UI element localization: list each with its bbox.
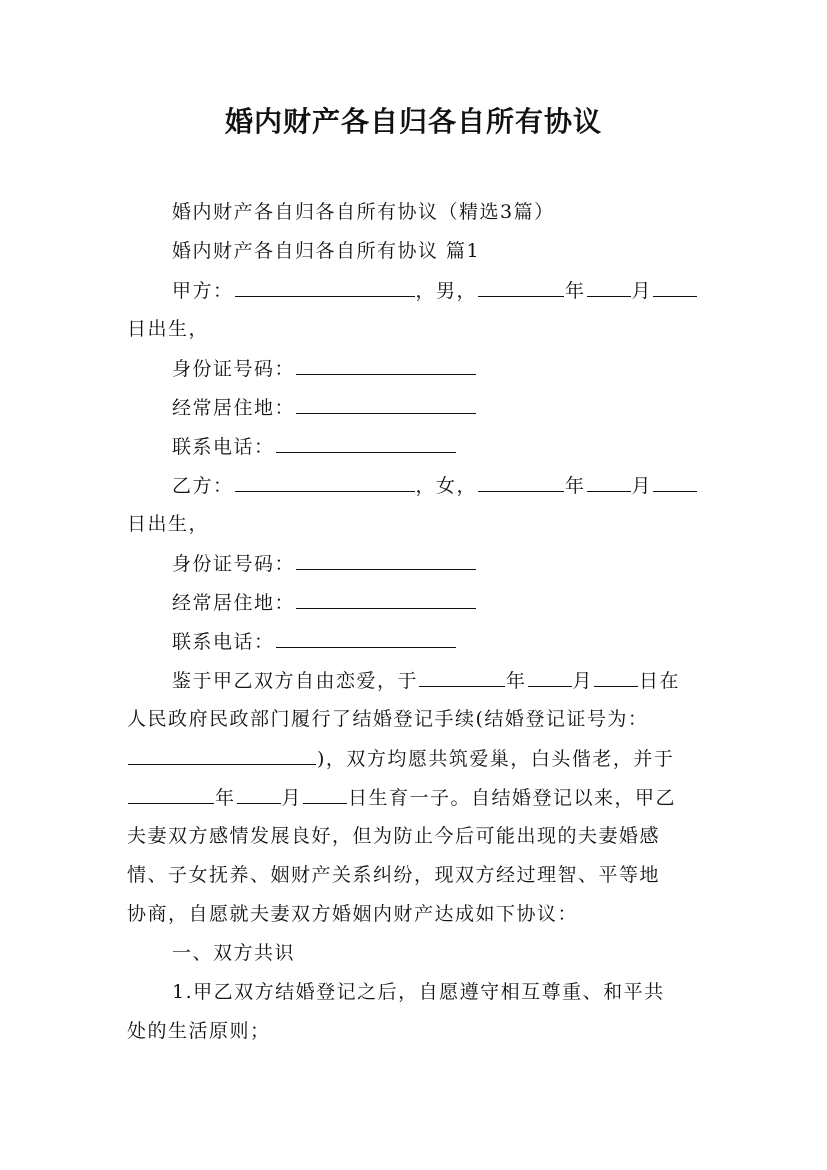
party-b-month-blank [587,473,631,492]
marriage-day-blank [594,668,638,687]
party-a-phone-label: 联系电话： [172,436,275,458]
party-a-line [172,278,698,303]
party-a-phone-blank [276,434,456,453]
party-a-year: 年 [565,280,586,302]
party-b-residence-line [172,590,477,615]
body-line-1 [172,668,680,693]
party-a-month-blank [587,278,631,297]
party-a-birth: 日出生， [127,318,210,340]
party-b-gender: ，女， [415,475,478,497]
document-title: 婚内财产各自归各自所有协议 [224,105,602,138]
party-a-id-label: 身份证号码： [172,358,296,380]
marriage-day-label: 日在 [639,670,681,692]
party-b-year: 年 [565,475,586,497]
birth-month-label: 月 [281,787,303,809]
party-b-name-blank [235,473,415,492]
party-b-id-line [172,551,477,576]
party-a-residence-line [172,395,477,420]
body-line-4 [127,785,676,810]
intro-line-2: 婚内财产各自归各自所有协议 篇1 [172,240,481,262]
birth-year-label: 年 [215,787,236,809]
body-p3-tail: )，双方均愿共筑爱巢，白头偕老，并于 [317,748,675,770]
item-1-line-2: 处的生活原则； [127,1020,271,1042]
body-line-5: 夫妻双方感情发展良好，但为防止今后可能出现的夫妻婚感 [127,825,661,847]
party-a-id-line [172,356,477,381]
birth-year-blank [128,785,214,804]
party-b-id-blank [296,551,476,570]
party-a-month: 月 [631,280,653,302]
marriage-month-label: 月 [572,670,594,692]
marriage-month-blank [528,668,572,687]
body-p4-tail: 日生育一子。自结婚登记以来，甲乙 [348,787,677,809]
party-b-line [172,473,698,498]
intro-line-1: 婚内财产各自归各自所有协议（精选3篇） [172,201,555,223]
party-a-day-blank [653,278,697,297]
party-b-phone-line [172,629,457,654]
party-b-phone-blank [276,629,456,648]
marriage-year-blank [419,668,505,687]
birth-month-blank [237,785,281,804]
party-b-residence-label: 经常居住地： [172,592,296,614]
marriage-year-label: 年 [506,670,527,692]
section-heading-1: 一、双方共识 [172,942,296,964]
party-b-day-blank [653,473,697,492]
party-b-month: 月 [631,475,653,497]
body-line-6: 情、子女抚养、姻财产关系纠纷，现双方经过理智、平等地 [127,864,661,886]
body-line-2: 人民政府民政部门履行了结婚登记手续(结婚登记证号为： [127,708,649,730]
party-b-year-blank [478,473,564,492]
body-line-3 [127,746,674,771]
body-p1-start: 鉴于甲乙双方自由恋爱，于 [172,670,419,692]
certificate-number-blank [128,746,316,765]
party-a-residence-blank [296,395,476,414]
party-a-year-blank [478,278,564,297]
party-a-label: 甲方： [172,280,234,302]
party-b-label: 乙方： [172,475,234,497]
party-b-phone-label: 联系电话： [172,631,275,653]
party-a-name-blank [235,278,415,297]
item-1-line-1: 1.甲乙双方结婚登记之后，自愿遵守相互尊重、和平共 [172,981,665,1003]
party-b-residence-blank [296,590,476,609]
party-a-id-blank [296,356,476,375]
party-a-residence-label: 经常居住地： [172,397,296,419]
party-a-phone-line [172,434,457,459]
party-b-id-label: 身份证号码： [172,553,296,575]
party-a-gender: ，男， [415,280,478,302]
birth-day-blank [303,785,347,804]
party-b-birth: 日出生， [127,513,210,535]
body-line-7: 协商，自愿就夫妻双方婚姻内财产达成如下协议： [127,903,579,925]
